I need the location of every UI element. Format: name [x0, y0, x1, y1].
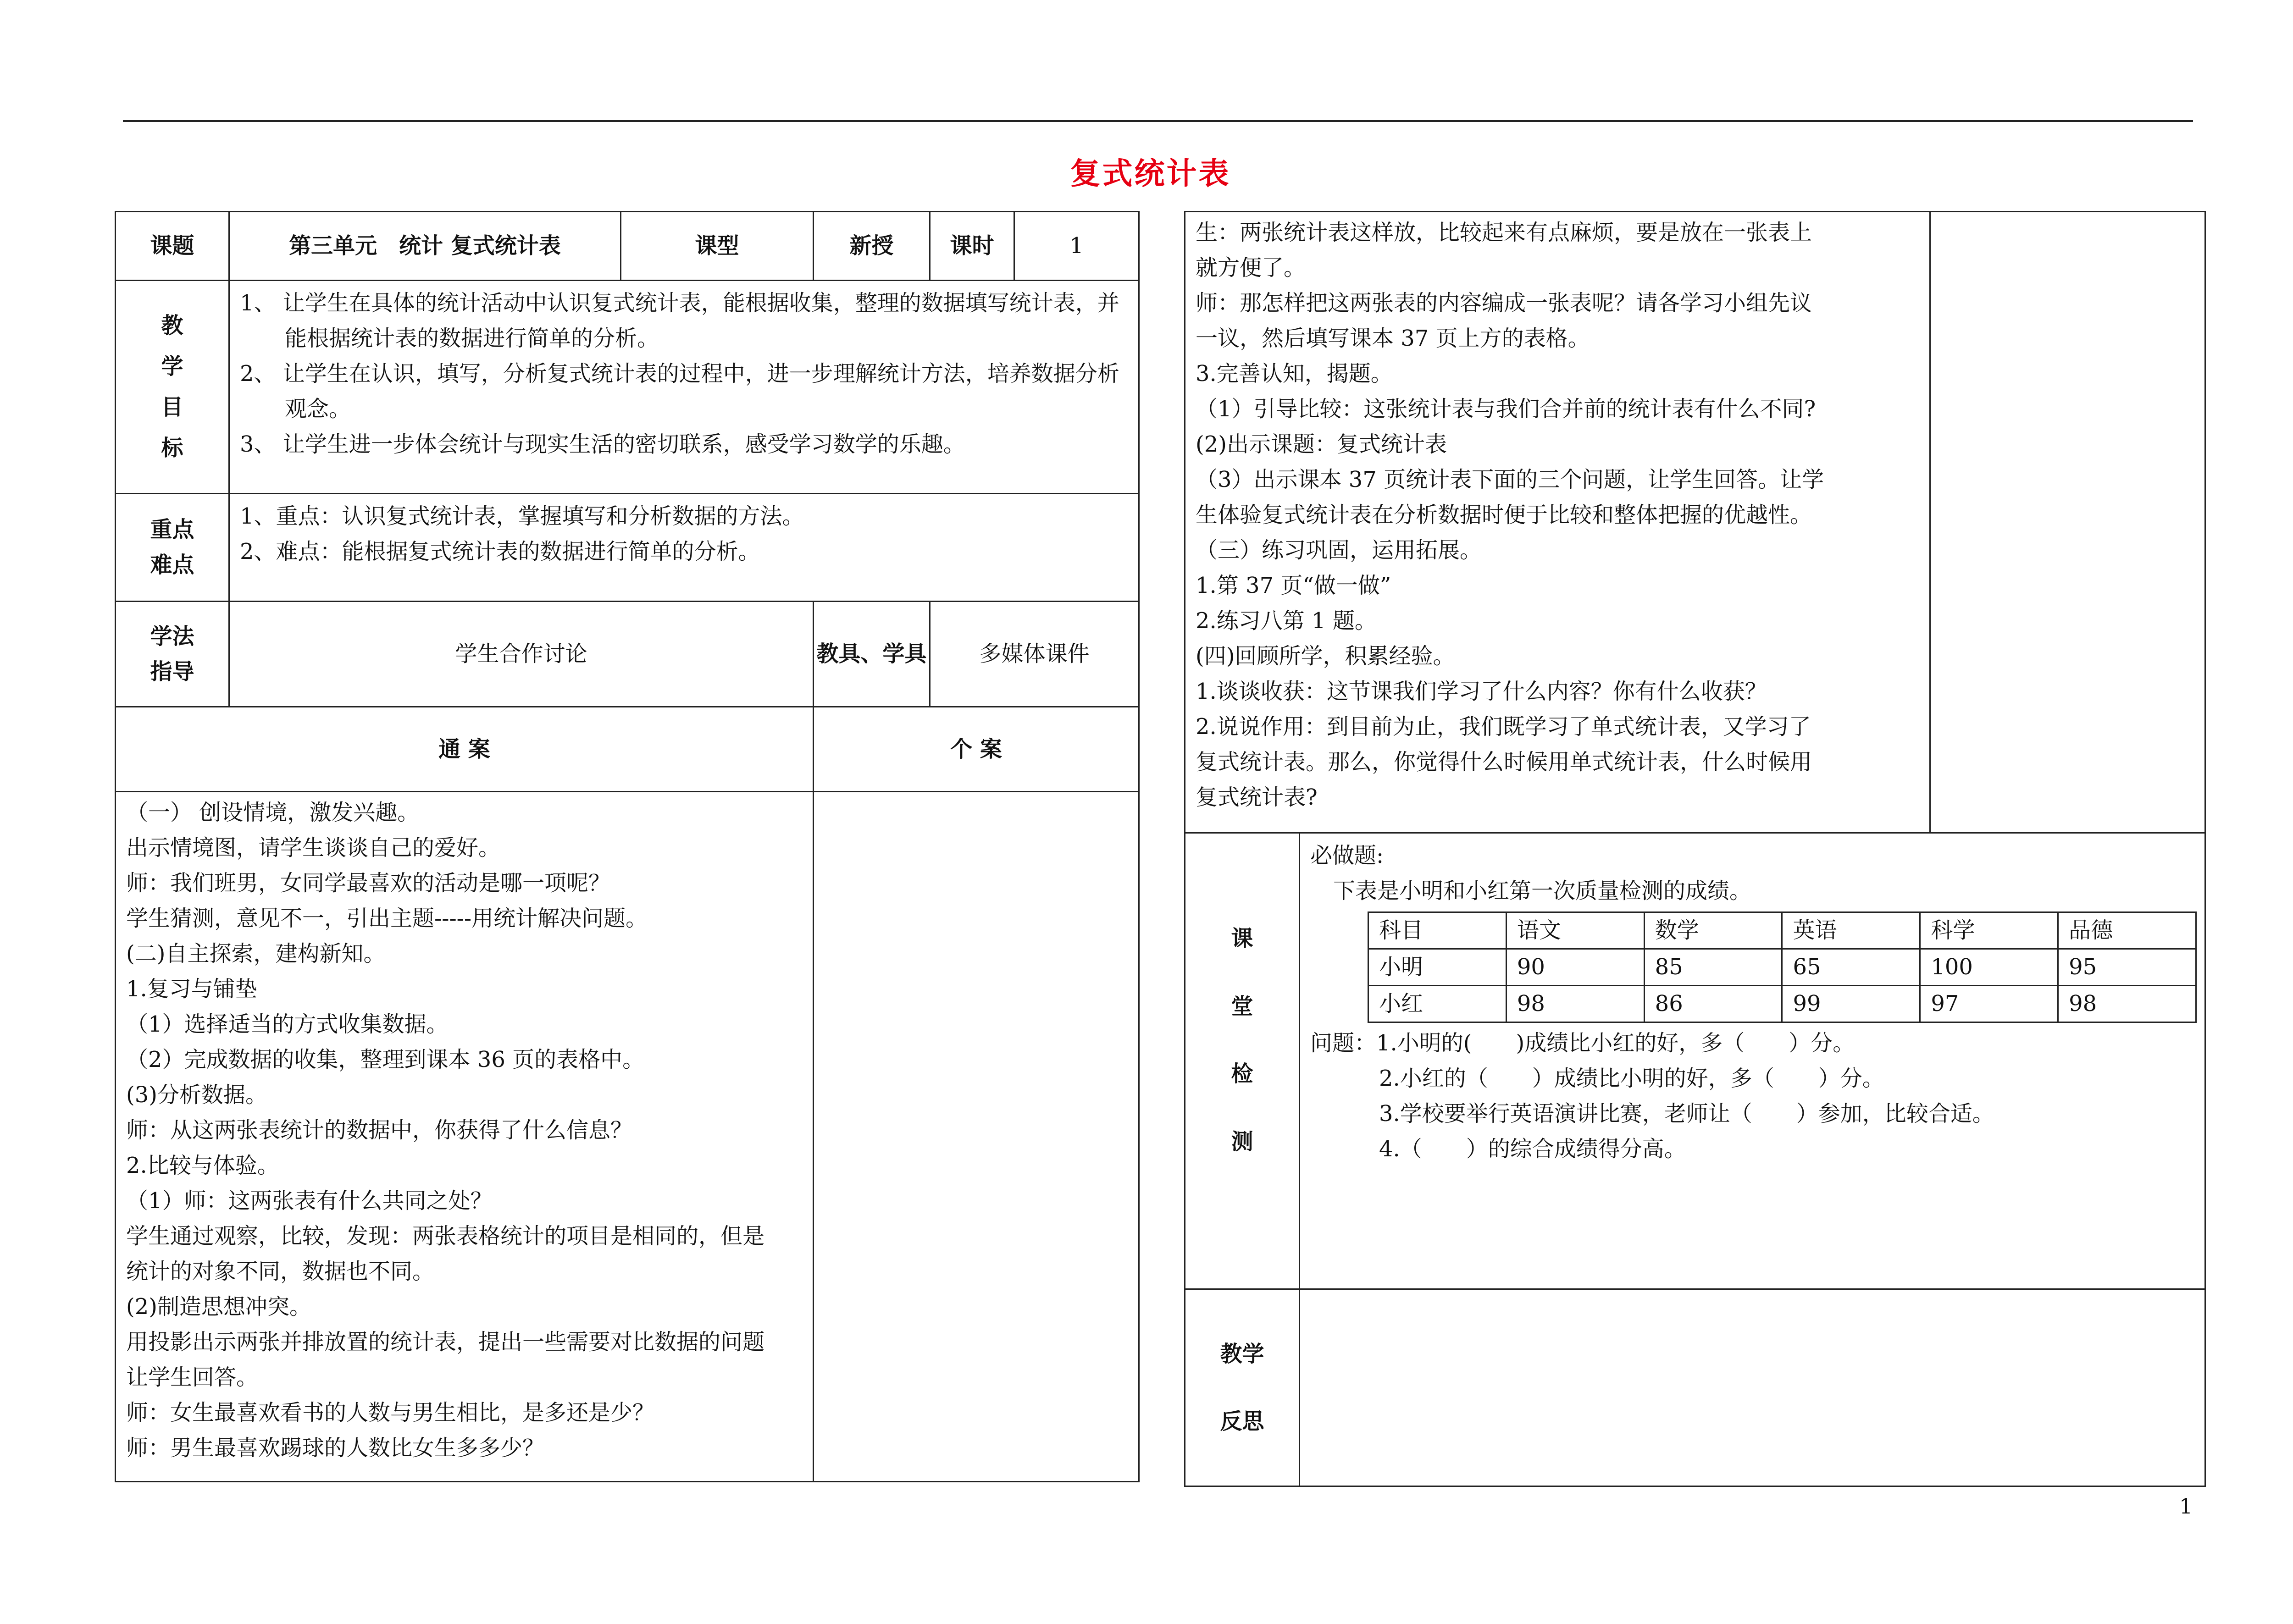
test-question: 4.（ ）的综合成绩得分高。	[1379, 1136, 1686, 1162]
keypoints-row	[116, 494, 1139, 602]
score-cell: 小明	[1368, 949, 1507, 986]
plan-header-row	[116, 707, 1139, 792]
objectives-content	[229, 281, 1139, 494]
score-cell: 数学	[1644, 912, 1782, 949]
plan-line: 生体验复式统计表在分析数据时便于比较和整体把握的优越性。	[1196, 502, 1812, 528]
score-cell: 65	[1782, 949, 1920, 986]
objectives-row	[116, 281, 1139, 494]
keypoints-content	[229, 494, 1139, 602]
continued-row	[1185, 212, 2205, 833]
page-title: 复式统计表	[1070, 155, 1231, 191]
plan-line: 一议，然后填写课本 37 页上方的表格。	[1196, 326, 1590, 351]
score-cell: 科学	[1920, 912, 2058, 949]
plan-line: 2.练习八第 1 题。	[1196, 608, 1377, 634]
plan-line: （1）选择适当的方式收集数据。	[126, 1011, 449, 1037]
lesson-plan-table	[115, 211, 1140, 1482]
score-cell: 98	[1506, 986, 1644, 1022]
score-cell: 97	[1920, 986, 2058, 1022]
plan-line: (2)制造思想冲突。	[126, 1294, 311, 1320]
table-row	[1368, 912, 2196, 949]
score-cell: 科目	[1368, 912, 1507, 949]
plan-line: 学生猜测，意见不一，引出主题-----用统计解决问题。	[126, 906, 648, 931]
plan-line: 就方便了。	[1196, 255, 1306, 281]
table-row	[1368, 949, 2196, 986]
score-cell: 语文	[1506, 912, 1644, 949]
test-intro: 下表是小明和小红第一次质量检测的成绩。	[1333, 878, 1752, 904]
table-row	[1368, 986, 2196, 1022]
test-question: 2.小红的（ ）成绩比小明的好，多（ ）分。	[1379, 1066, 1884, 1091]
objective-item: 3、 让学生进一步体会统计与现实生活的密切联系，感受学习数学的乐趣。	[240, 431, 965, 457]
topic-label: 课题	[116, 212, 229, 281]
plan-line: 2.比较与体验。	[126, 1153, 279, 1178]
required-label: 必做题:	[1310, 843, 1384, 868]
objective-item: 1、 让学生在具体的统计活动中认识复式统计表，能根据收集，整理的数据填写统计表，并能根据统计表的数据进行简单的分析。	[240, 290, 1119, 351]
plan-line: 复式统计表?	[1196, 784, 1318, 810]
keypoint-item: 1、重点：认识复式统计表，掌握填写和分析数据的方法。	[240, 503, 804, 529]
plan-line: (3)分析数据。	[126, 1082, 267, 1108]
score-table	[1368, 911, 2197, 1023]
period-value: 1	[1014, 212, 1139, 281]
plan-line: 师：我们班男，女同学最喜欢的活动是哪一项呢？	[126, 870, 611, 896]
score-cell: 98	[2058, 986, 2196, 1022]
plan-line: 2.说说作用：到目前为止，我们既学习了单式统计表，又学习了	[1196, 714, 1811, 740]
test-question: 3.学校要举行英语演讲比赛，老师让（ ）参加，比较合适。	[1379, 1101, 1994, 1127]
classroom-test-label: 课 堂 检 测	[1185, 833, 1300, 1289]
topic-value: 第三单元 统计 复式统计表	[229, 212, 621, 281]
continued-individual-content	[1930, 212, 2205, 833]
tools-label: 教具、学具	[814, 602, 930, 707]
keypoints-label: 重点 难点	[116, 494, 229, 602]
plan-line: 1.谈谈收获：这节课我们学习了什么内容？你有什么收获？	[1196, 679, 1767, 704]
plan-line: 生：两张统计表这样放，比较起来有点麻烦，要是放在一张表上	[1196, 220, 1812, 245]
type-value: 新授	[814, 212, 930, 281]
plan-line: 师：女生最喜欢看书的人数与男生相比，是多还是少？	[126, 1400, 655, 1425]
tools-value: 多媒体课件	[930, 602, 1139, 707]
score-cell: 85	[1644, 949, 1782, 986]
classroom-test-row	[1185, 833, 2205, 1289]
test-question: 问题：1.小明的( )成绩比小红的好，多（ ）分。	[1310, 1030, 1855, 1056]
plan-line: （三）练习巩固，运用拓展。	[1196, 537, 1482, 563]
continued-plan-content	[1185, 212, 1930, 833]
period-label: 课时	[930, 212, 1014, 281]
guidance-row	[116, 602, 1139, 707]
plan-line: 出示情境图，请学生谈谈自己的爱好。	[126, 835, 501, 861]
plan-content-row	[116, 792, 1139, 1482]
score-cell: 99	[1782, 986, 1920, 1022]
plan-line: （一） 创设情境，激发兴趣。	[126, 800, 420, 825]
score-cell: 90	[1506, 949, 1644, 986]
plan-line: (四)回顾所学，积累经验。	[1196, 643, 1455, 669]
lesson-plan-continued-table	[1184, 211, 2206, 1487]
common-plan-content	[116, 792, 814, 1482]
plan-line: (2)出示课题：复式统计表	[1196, 431, 1447, 457]
plan-line: 3.完善认知，揭题。	[1196, 361, 1393, 387]
plan-line: （2）完成数据的收集，整理到课本 36 页的表格中。	[126, 1047, 645, 1072]
common-plan-header: 通 案	[116, 707, 814, 792]
reflection-content	[1300, 1289, 2205, 1486]
plan-line: 师：男生最喜欢踢球的人数比女生多多少？	[126, 1435, 545, 1461]
score-cell: 小红	[1368, 986, 1507, 1022]
reflection-row	[1185, 1289, 2205, 1486]
header-rule	[123, 120, 2193, 122]
individual-plan-header: 个 案	[814, 707, 1139, 792]
plan-line: 师：从这两张表统计的数据中，你获得了什么信息？	[126, 1117, 633, 1143]
plan-line: 学生通过观察，比较，发现：两张表格统计的项目是相同的，但是	[126, 1223, 765, 1249]
plan-line: 师：那怎样把这两张表的内容编成一张表呢？请各学习小组先议	[1196, 290, 1812, 316]
plan-line: 1.第 37 页“做一做”	[1196, 573, 1391, 598]
objective-item: 2、 让学生在认识，填写，分析复式统计表的过程中，进一步理解统计方法，培养数据分析观念。	[240, 361, 1119, 422]
plan-line: (二)自主探索，建构新知。	[126, 941, 386, 967]
score-cell: 86	[1644, 986, 1782, 1022]
classroom-test-content	[1300, 833, 2205, 1289]
guidance-label: 学法 指导	[116, 602, 229, 707]
page-number: 1	[2179, 1494, 2193, 1519]
individual-plan-content	[814, 792, 1139, 1482]
plan-line: （3）出示课本 37 页统计表下面的三个问题，让学生回答。让学	[1196, 467, 1824, 492]
score-cell: 英语	[1782, 912, 1920, 949]
plan-line: （1）师：这两张表有什么共同之处？	[126, 1188, 493, 1214]
guidance-value: 学生合作讨论	[229, 602, 814, 707]
plan-line: 让学生回答。	[126, 1364, 259, 1390]
reflection-label: 教学 反思	[1185, 1289, 1300, 1486]
objectives-label: 教 学 目 标	[116, 281, 229, 494]
score-cell: 100	[1920, 949, 2058, 986]
plan-line: 复式统计表。那么，你觉得什么时候用单式统计表，什么时候用	[1196, 749, 1812, 775]
plan-line: 统计的对象不同，数据也不同。	[126, 1259, 435, 1284]
score-cell: 95	[2058, 949, 2196, 986]
plan-line: （1）引导比较：这张统计表与我们合并前的统计表有什么不同?	[1196, 396, 1816, 422]
header-row	[116, 212, 1139, 281]
plan-line: 用投影出示两张并排放置的统计表，提出一些需要对比数据的问题	[126, 1329, 765, 1355]
plan-line: 1.复习与铺垫	[126, 976, 257, 1002]
keypoint-item: 2、难点：能根据复式统计表的数据进行简单的分析。	[240, 539, 760, 564]
type-label: 课型	[621, 212, 814, 281]
score-cell: 品德	[2058, 912, 2196, 949]
